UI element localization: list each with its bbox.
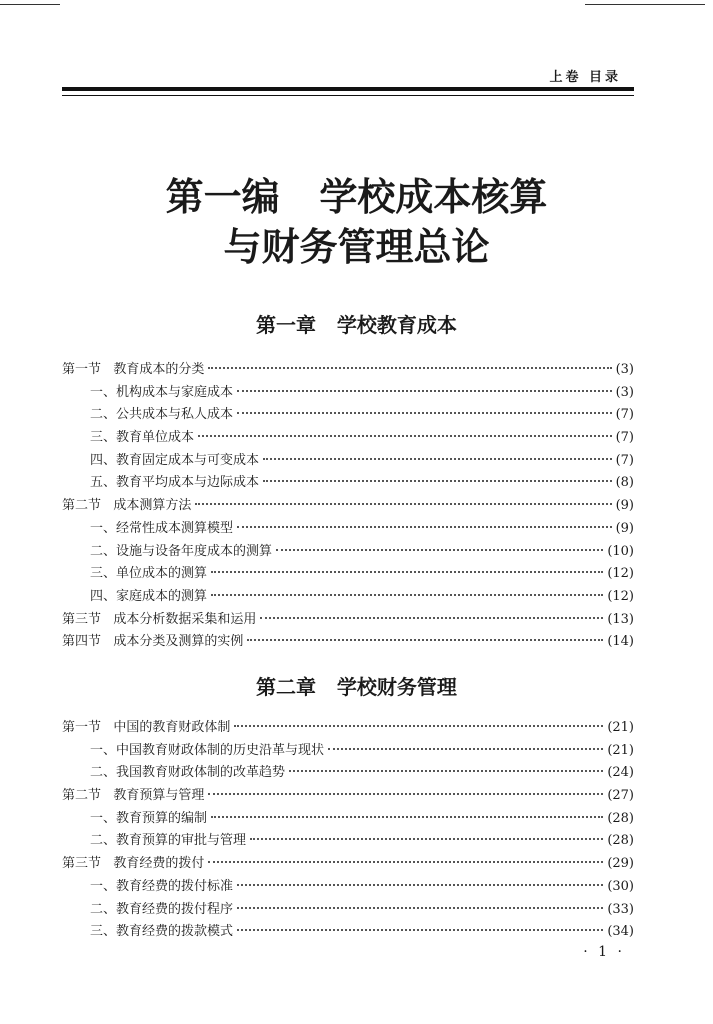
toc-dot-leader (328, 748, 603, 750)
toc-entry-label: 三、教育经费的拨款模式 (90, 924, 234, 940)
toc-entry-label: 一、中国教育财政体制的历史沿革与现状 (90, 742, 325, 758)
toc-subsection-entry[interactable] (62, 382, 634, 405)
toc-entry-page: (7) (615, 430, 634, 446)
toc-entry-label: 第三节 教育经费的拨付 (62, 856, 205, 872)
toc-entry-label: 三、单位成本的测算 (90, 566, 208, 582)
toc-dot-leader (234, 725, 603, 727)
toc-entry-page: (29) (607, 856, 634, 872)
toc-entry-page: (9) (615, 498, 634, 514)
toc-section-entry[interactable] (62, 609, 634, 632)
toc-entry-page: (7) (615, 452, 634, 468)
toc-entry-page: (9) (615, 520, 634, 536)
toc-entry-page: (12) (607, 588, 634, 604)
toc-entry-label: 第一节 中国的教育财政体制 (62, 720, 231, 735)
toc-dot-leader (211, 816, 603, 818)
part-title-line-1: 第一编 学校成本核算 (165, 174, 548, 219)
part-title-line-2: 与财务管理总论 (223, 224, 490, 269)
toc-dot-leader (237, 884, 603, 886)
toc-dot-leader (208, 367, 611, 369)
toc-entry-label: 第二节 成本测算方法 (62, 498, 192, 514)
toc-entry-page: (27) (607, 788, 634, 804)
scan-edge-line-left (0, 4, 60, 5)
toc-subsection-entry[interactable] (62, 586, 634, 609)
toc-subsection-entry[interactable] (62, 876, 634, 899)
toc-entry-page: (13) (607, 611, 634, 627)
toc-dot-leader (208, 861, 603, 863)
toc-dot-leader (208, 793, 603, 795)
toc-entry-page: (21) (607, 742, 634, 758)
toc-dot-leader (198, 435, 612, 437)
toc-entry-label: 二、教育经费的拨付程序 (90, 901, 234, 917)
toc-entry-label: 第二节 教育预算与管理 (62, 788, 205, 804)
toc-subsection-entry[interactable] (62, 899, 634, 922)
toc-entry-label: 二、教育预算的审批与管理 (90, 833, 247, 849)
toc-dot-leader (276, 549, 603, 551)
toc-entry-label: 四、教育固定成本与可变成本 (90, 452, 260, 468)
toc-dot-leader (263, 458, 612, 460)
toc-entry-label: 二、公共成本与私人成本 (90, 407, 234, 423)
toc-dot-leader (195, 503, 611, 505)
toc-section-entry[interactable] (62, 853, 634, 876)
toc-entry-page: (3) (615, 384, 634, 400)
toc-dot-leader (237, 929, 603, 931)
toc-dot-leader (237, 412, 612, 414)
toc-dot-leader (263, 480, 612, 482)
toc-entry-page: (3) (615, 362, 634, 377)
toc-entry-label: 四、家庭成本的测算 (90, 588, 208, 604)
toc-entry-label: 二、我国教育财政体制的改革趋势 (90, 765, 286, 781)
running-header: 上卷 目录 (549, 70, 621, 85)
toc-dot-leader (237, 526, 612, 528)
scan-edge-line-right (585, 4, 705, 5)
toc-section-entry[interactable] (62, 631, 634, 654)
toc-subsection-entry[interactable] (62, 518, 634, 541)
toc-section-entry[interactable] (62, 785, 634, 808)
toc-entry-label: 第一节 教育成本的分类 (62, 362, 205, 377)
toc-section-entry[interactable] (62, 359, 634, 382)
toc-subsection-entry[interactable] (62, 472, 634, 495)
chapter-1-title: 第一章 学校教育成本 (256, 313, 457, 337)
toc-dot-leader (250, 838, 603, 840)
toc-entry-label: 一、经常性成本测算模型 (90, 520, 234, 536)
toc-subsection-entry[interactable] (62, 808, 634, 831)
page-number: · 1 · (583, 944, 625, 960)
toc-entry-page: (30) (607, 878, 634, 894)
chapter-2-toc (62, 717, 634, 944)
toc-entry-label: 一、机构成本与家庭成本 (90, 384, 234, 400)
toc-entry-label: 一、教育经费的拨付标准 (90, 878, 234, 894)
toc-subsection-entry[interactable] (62, 563, 634, 586)
toc-entry-page: (8) (615, 475, 634, 491)
toc-section-entry[interactable] (62, 717, 634, 740)
header-rule-thin (62, 95, 634, 96)
toc-subsection-entry[interactable] (62, 404, 634, 427)
toc-dot-leader (247, 639, 603, 641)
toc-subsection-entry[interactable] (62, 740, 634, 763)
toc-dot-leader (211, 594, 603, 596)
toc-entry-label: 三、教育单位成本 (90, 430, 195, 446)
toc-entry-page: (28) (607, 810, 634, 826)
toc-entry-label: 五、教育平均成本与边际成本 (90, 475, 260, 491)
toc-entry-label: 第三节 成本分析数据采集和运用 (62, 611, 257, 627)
toc-dot-leader (260, 617, 603, 619)
toc-dot-leader (237, 390, 612, 392)
toc-subsection-entry[interactable] (62, 830, 634, 853)
toc-subsection-entry[interactable] (62, 450, 634, 473)
toc-entry-page: (33) (607, 901, 634, 917)
toc-entry-page: (24) (607, 765, 634, 781)
toc-dot-leader (237, 907, 603, 909)
toc-entry-label: 一、教育预算的编制 (90, 810, 208, 826)
toc-subsection-entry[interactable] (62, 762, 634, 785)
toc-entry-page: (21) (607, 720, 634, 735)
toc-entry-label: 二、设施与设备年度成本的测算 (90, 543, 273, 559)
toc-subsection-entry[interactable] (62, 921, 634, 944)
toc-entry-page: (34) (607, 924, 634, 940)
toc-entry-label: 第四节 成本分类及测算的实例 (62, 634, 244, 650)
toc-entry-page: (12) (607, 566, 634, 582)
chapter-1-toc (62, 359, 634, 654)
toc-dot-leader (289, 770, 603, 772)
toc-subsection-entry[interactable] (62, 541, 634, 564)
header-rule-thick (62, 87, 634, 91)
toc-subsection-entry[interactable] (62, 427, 634, 450)
chapter-2-title: 第二章 学校财务管理 (256, 675, 457, 699)
toc-entry-page: (10) (607, 543, 634, 559)
toc-entry-page: (14) (607, 634, 634, 650)
toc-section-entry[interactable] (62, 495, 634, 518)
part-title (0, 172, 713, 272)
toc-dot-leader (211, 571, 603, 573)
toc-entry-page: (7) (615, 407, 634, 423)
toc-entry-page: (28) (607, 833, 634, 849)
